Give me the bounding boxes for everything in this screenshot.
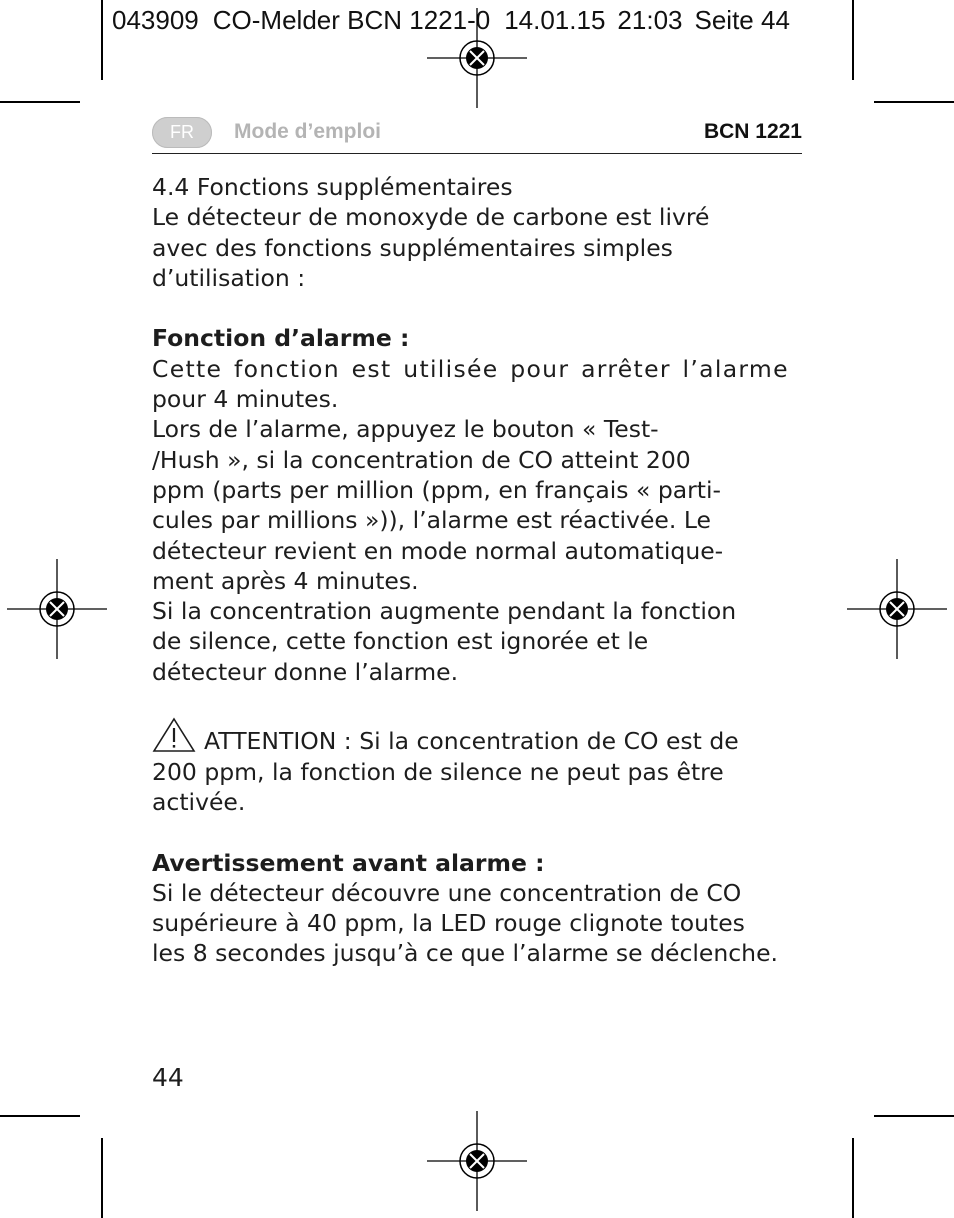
registration-mark-icon [7,559,107,659]
slug-job: 043909 [112,5,199,35]
text-line: Le détecteur de monoxyde de carbone est livré [152,203,710,232]
slug-time: 21:03 [617,5,683,35]
slug-product: CO-Melder BCN 1221-0 [212,5,491,35]
document-type: Mode d’emploi [234,120,381,143]
text-line: 200 ppm, la fonction de silence ne peut pas être [152,757,724,786]
registration-mark-icon [427,8,527,108]
registration-mark-icon [427,1111,527,1211]
text-line: Si la concentration augmente pendant la fonction [152,597,737,626]
page-body [152,172,802,969]
text-line: détecteur donne l’alarme. [152,657,459,686]
text-line: Lors de l’alarme, appuyez le bouton « Test- [152,415,659,444]
text-line: pour 4 minutes. [152,385,339,414]
text-line: de silence, cette fonction est ignorée et le [152,627,649,656]
running-header [152,117,802,154]
attention-line [152,717,802,756]
crop-mark [874,101,954,103]
crop-mark [852,1138,854,1218]
slug-page: Seite 44 [694,5,790,35]
language-badge: FR [152,117,212,148]
crop-mark [101,1138,103,1218]
text-line: ment après 4 minutes. [152,566,419,595]
text-line: Si le détecteur découvre une concentration de CO [152,878,742,907]
text-line: avec des fonctions supplémentaires simples [152,233,673,262]
text-line: ppm (parts per million (ppm, en français « parti- [152,475,722,504]
model-name: BCN 1221 [703,120,802,143]
attention-text: ATTENTION : Si la concentration de CO est de [204,727,739,756]
alarm-function-heading: Fonction d’alarme : [152,324,410,353]
crop-mark [0,101,80,103]
text-line: cules par millions »)), l’alarme est réactivée. Le [152,506,711,535]
registration-mark-icon [847,559,947,659]
text-line: d’utilisation : [152,263,306,292]
section-title: 4.4 Fonctions supplémentaires [152,173,513,201]
text-line: Cette fonction est utilisée pour arrêter l’alarme [152,354,789,383]
page-number: 44 [152,1063,184,1092]
text-line: les 8 secondes jusqu’à ce que l’alarme se déclenche. [152,939,778,968]
text-line: détecteur revient en mode normal automatique- [152,536,724,565]
text-line: activée. [152,787,246,816]
text-line: supérieure à 40 ppm, la LED rouge clignote toutes [152,909,745,938]
slug-date: 14.01.15 [504,5,606,35]
text-line: /Hush », si la concentration de CO atteint 200 [152,445,691,474]
crop-mark [101,0,103,80]
crop-mark [0,1115,80,1117]
crop-mark [852,0,854,80]
warning-triangle-icon [152,717,196,753]
crop-mark [874,1115,954,1117]
pre-alarm-heading: Avertissement avant alarme : [152,848,545,877]
